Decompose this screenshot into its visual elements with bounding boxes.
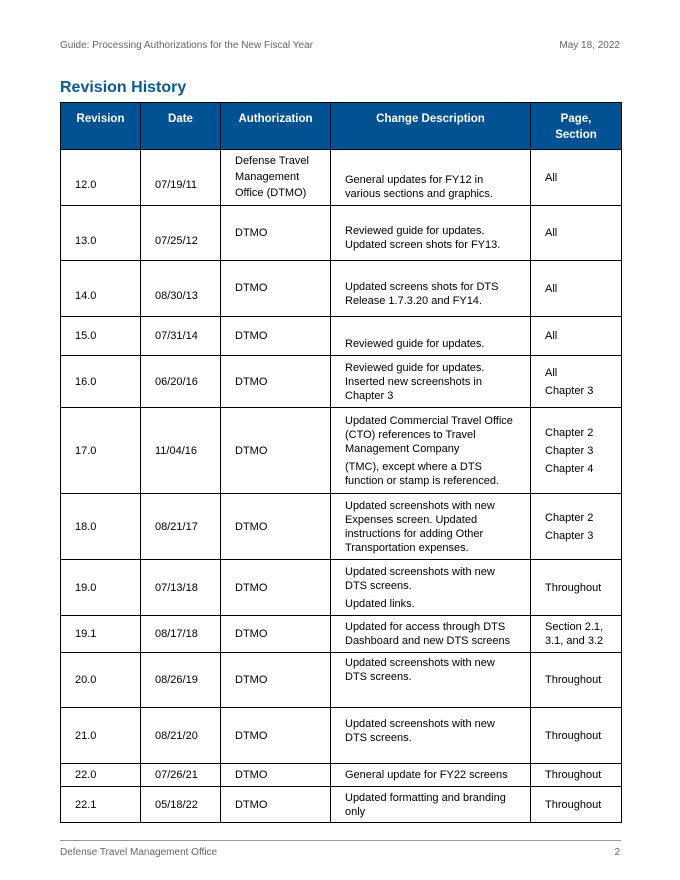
table-row <box>61 653 622 708</box>
change-description-text: Updated screens shots for DTS Release 1.7.3.20 and FY14. <box>345 281 499 307</box>
revision-number: 16.0 <box>75 375 97 388</box>
authorization-text: DTMO <box>235 674 268 686</box>
change-description-cell <box>331 261 531 317</box>
change-description-text: Reviewed guide for updates. <box>345 338 485 350</box>
date-cell <box>141 787 221 823</box>
page-section-text: All <box>545 171 558 184</box>
authorization-text: DTMO <box>235 227 268 239</box>
page-section-cell <box>531 616 622 653</box>
column-header-authorization: Authorization <box>221 103 331 150</box>
column-header-date: Date <box>141 103 221 150</box>
authorization-text: DTMO <box>235 581 268 594</box>
authorization-cell <box>221 150 331 206</box>
revision-number: 20.0 <box>75 674 97 686</box>
page-section-text: Throughout <box>545 674 602 686</box>
date-cell <box>141 206 221 261</box>
change-description-text: Updated formatting and branding only <box>345 791 506 818</box>
change-description-text: Updated screenshots with new Expenses screen. Updated instructions for adding Other Transportation expenses. <box>345 499 495 554</box>
revision-number: 22.1 <box>75 798 97 811</box>
authorization-cell <box>221 708 331 764</box>
table-row <box>61 708 622 764</box>
revision-date: 08/30/13 <box>155 290 198 302</box>
page-section-cell <box>531 494 622 560</box>
header-date: May 18, 2022 <box>559 40 620 51</box>
revision-number: 13.0 <box>75 235 97 247</box>
change-description-cell <box>331 356 531 408</box>
revision-cell <box>61 206 141 261</box>
revision-number: 15.0 <box>75 330 97 342</box>
footer-org: Defense Travel Management Office <box>60 847 218 858</box>
authorization-text: DTMO <box>235 444 268 457</box>
section-title: Revision History <box>60 79 187 96</box>
authorization-cell <box>221 317 331 356</box>
revision-number: 12.0 <box>75 179 97 191</box>
change-description-cell <box>331 764 531 787</box>
authorization-text: DTMO <box>235 375 268 388</box>
date-cell <box>141 356 221 408</box>
column-header-revision: Revision <box>61 103 141 150</box>
table-row <box>61 356 622 408</box>
revision-date: 05/18/22 <box>155 798 198 811</box>
date-cell <box>141 261 221 317</box>
revision-cell <box>61 356 141 408</box>
date-cell <box>141 653 221 708</box>
date-cell <box>141 560 221 616</box>
table-row <box>61 560 622 616</box>
page-section-cell <box>531 150 622 206</box>
table-row <box>61 150 622 206</box>
page-section-cell <box>531 317 622 356</box>
authorization-cell <box>221 261 331 317</box>
change-description-text: General update for FY22 screens <box>345 769 508 781</box>
page-section-text: Chapter 4 <box>545 462 594 475</box>
change-description-cell <box>331 494 531 560</box>
footer-divider <box>60 840 621 841</box>
change-description-text: Reviewed guide for updates. Updated screen shots for FY13. <box>345 225 501 251</box>
authorization-cell <box>221 616 331 653</box>
revision-cell <box>61 408 141 494</box>
revision-cell <box>61 653 141 708</box>
page-section-text: Chapter 3 <box>545 444 594 457</box>
revision-number: 19.0 <box>75 581 97 594</box>
authorization-cell <box>221 653 331 708</box>
change-description-cell <box>331 317 531 356</box>
revision-date: 07/13/18 <box>155 581 198 594</box>
revision-cell <box>61 317 141 356</box>
authorization-text: DTMO <box>235 520 268 533</box>
change-description-cell <box>331 408 531 494</box>
page-section-text: All <box>545 366 558 379</box>
authorization-text: DTMO <box>235 729 268 742</box>
change-description-cell <box>331 560 531 616</box>
authorization-text: DTMO <box>235 282 268 294</box>
change-description-text: (TMC), except where a DTS function or stamp is referenced. <box>345 460 500 487</box>
revision-number: 14.0 <box>75 290 97 302</box>
header-doc-title: Guide: Processing Authorizations for the New Fiscal Year <box>60 40 313 51</box>
table-row <box>61 494 622 560</box>
table-row <box>61 261 622 317</box>
authorization-text: DTMO <box>235 330 268 342</box>
revision-date: 06/20/16 <box>155 375 198 388</box>
table-row <box>61 317 622 356</box>
change-description-text: Updated screenshots with new DTS screens. <box>345 565 495 592</box>
revision-number: 22.0 <box>75 769 97 781</box>
date-cell <box>141 494 221 560</box>
page-section-text: Chapter 2 <box>545 426 594 439</box>
authorization-text: DTMO <box>235 798 268 811</box>
page-section-cell <box>531 206 622 261</box>
revision-cell <box>61 150 141 206</box>
change-description-cell <box>331 653 531 708</box>
revision-number: 18.0 <box>75 520 97 533</box>
page-section-cell <box>531 261 622 317</box>
authorization-cell <box>221 408 331 494</box>
page-section-cell <box>531 408 622 494</box>
change-description-text: Updated screenshots with new DTS screens. <box>345 657 495 683</box>
revision-cell <box>61 560 141 616</box>
table-row <box>61 764 622 787</box>
table-header-row <box>61 103 622 150</box>
revision-date: 11/04/16 <box>155 444 198 457</box>
revision-number: 21.0 <box>75 729 97 742</box>
revision-cell <box>61 616 141 653</box>
page-section-text: All <box>545 282 558 295</box>
table-row <box>61 787 622 823</box>
revision-cell <box>61 787 141 823</box>
revision-cell <box>61 261 141 317</box>
page-section-text: Chapter 3 <box>545 384 594 397</box>
authorization-cell <box>221 787 331 823</box>
page-section-text: Throughout <box>545 798 602 811</box>
revision-date: 08/21/17 <box>155 520 198 533</box>
revision-number: 19.1 <box>75 628 97 640</box>
column-header-page-section: Page, Section <box>531 103 622 150</box>
authorization-cell <box>221 356 331 408</box>
date-cell <box>141 708 221 764</box>
column-header-change-description: Change Description <box>331 103 531 150</box>
date-cell <box>141 616 221 653</box>
revision-cell <box>61 494 141 560</box>
footer-page-number: 2 <box>614 847 620 858</box>
change-description-text: General updates for FY12 in various sections and graphics. <box>345 174 493 200</box>
page-section-cell <box>531 560 622 616</box>
revision-date: 07/25/12 <box>155 235 198 247</box>
change-description-cell <box>331 150 531 206</box>
page-section-cell <box>531 708 622 764</box>
table-row <box>61 206 622 261</box>
page-section-text: Throughout <box>545 581 602 594</box>
change-description-text: Updated for access through DTS Dashboard and new DTS screens <box>345 621 511 647</box>
revision-date: 07/31/14 <box>155 330 198 342</box>
change-description-cell <box>331 787 531 823</box>
table-row <box>61 408 622 494</box>
change-description-cell <box>331 616 531 653</box>
page-section-cell <box>531 653 622 708</box>
authorization-text: DTMO <box>235 628 268 640</box>
page-section-text: Chapter 3 <box>545 529 594 542</box>
authorization-text: Defense Travel Management Office (DTMO) <box>235 155 309 199</box>
page-section-cell <box>531 356 622 408</box>
authorization-cell <box>221 560 331 616</box>
authorization-cell <box>221 764 331 787</box>
revision-date: 08/21/20 <box>155 729 198 742</box>
authorization-cell <box>221 494 331 560</box>
change-description-text: Updated Commercial Travel Office (CTO) references to Travel Management Company <box>345 414 513 455</box>
revision-number: 17.0 <box>75 444 97 457</box>
date-cell <box>141 317 221 356</box>
authorization-text: DTMO <box>235 769 268 781</box>
table-row <box>61 616 622 653</box>
page-section-text: Throughout <box>545 769 602 781</box>
change-description-text: Reviewed guide for updates. Inserted new screenshots in Chapter 3 <box>345 361 485 402</box>
authorization-cell <box>221 206 331 261</box>
page-section-cell <box>531 764 622 787</box>
revision-cell <box>61 708 141 764</box>
revision-date: 07/19/11 <box>155 179 198 191</box>
change-description-text: Updated screenshots with new DTS screens. <box>345 718 495 744</box>
revision-history-table <box>60 102 622 823</box>
page-section-text: Throughout <box>545 729 602 742</box>
change-description-text: Updated links. <box>345 597 415 610</box>
revision-date: 07/26/21 <box>155 769 198 781</box>
change-description-cell <box>331 206 531 261</box>
change-description-cell <box>331 708 531 764</box>
date-cell <box>141 408 221 494</box>
page-section-text: Chapter 2 <box>545 511 594 524</box>
page-section-text: All <box>545 227 558 239</box>
date-cell <box>141 150 221 206</box>
page-section-text: All <box>545 330 558 342</box>
revision-date: 08/26/19 <box>155 674 198 686</box>
revision-cell <box>61 764 141 787</box>
page-section-cell <box>531 787 622 823</box>
date-cell <box>141 764 221 787</box>
revision-date: 08/17/18 <box>155 628 198 640</box>
page-section-text: Section 2.1, 3.1, and 3.2 <box>545 621 604 647</box>
